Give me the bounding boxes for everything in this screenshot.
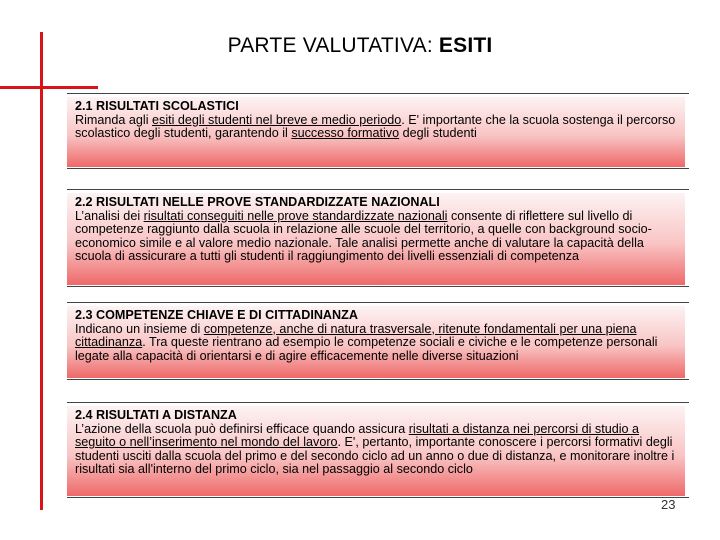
page-number: 23	[661, 497, 676, 512]
slide-title	[100, 34, 620, 58]
section-heading: 2.1 RISULTATI SCOLASTICI	[75, 99, 239, 113]
section-heading: 2.4 RISULTATI A DISTANZA	[75, 408, 237, 422]
section-text	[75, 322, 657, 363]
section-heading: 2.3 COMPETENZE CHIAVE E DI CITTADINANZA	[75, 308, 358, 322]
text-segment: Rimanda agli	[75, 112, 153, 127]
slide-title-bold: ESITI	[438, 34, 493, 57]
text-segment: degli studenti	[399, 126, 477, 141]
text-segment: . Tra queste rientrano ad esempio le competenze sociali e civiche e le competenze personali legate alla capacità di orientarsi e di agire efficacemente nelle diverse situazioni	[75, 335, 658, 363]
text-segment: . E' importante che la scuola sostenga il percorso scolastico degli studenti, garantendo il	[75, 112, 676, 141]
underlined-term: risultati a distanza nei percorsi di studio a seguito o nell’inserimento nel mondo del lavoro	[75, 421, 640, 450]
underlined-term: successo formativo	[291, 126, 400, 141]
slide-title-prefix: PARTE VALUTATIVA:	[227, 34, 439, 57]
text-segment: . E', pertanto, importante conoscere i percorsi formativi degli studenti usciti dalla scuola del primo e del secondo ciclo ad un anno o due di distanza, e monitorare inoltre i risultati sia all'interno del primo ciclo, sia nel passaggio al secondo ciclo	[75, 435, 675, 477]
text-segment: Indicano un insieme di	[75, 321, 204, 336]
underlined-term: risultati conseguiti nelle prove standardizzate nazionali	[143, 208, 448, 223]
section-risultati-a-distanza	[67, 406, 685, 496]
section-text	[75, 422, 674, 477]
section-competenze-chiave	[67, 306, 685, 378]
text-segment: consente di riflettere sul livello di competenze raggiunto dalla scuola in relazione alle scuole del territorio, a quelle con background socio-economico simile e al valore medio nazionale. Tale analisi permette anche di valutare la capacità della scuola di assicurare a tutti gli studenti il raggiungimento dei livelli essenziali di competenza	[75, 208, 652, 264]
section-text	[75, 113, 675, 141]
section-risultati-scolastici	[67, 97, 685, 167]
section-text	[75, 209, 652, 264]
section-heading: 2.2 RISULTATI NELLE PROVE STANDARDIZZATE NAZIONALI	[75, 195, 440, 209]
underlined-term: competenze, anche di natura trasversale, ritenute fondamentali per una piena cittadinanza	[75, 321, 637, 350]
red-vertical-rule	[40, 32, 43, 510]
text-segment: L’azione della scuola può definirsi efficace quando assicura	[75, 421, 409, 436]
section-prove-standardizzate	[67, 193, 685, 285]
red-horizontal-rule	[0, 86, 98, 89]
text-segment: L’analisi dei	[75, 208, 144, 223]
underlined-term: esiti degli studenti nel breve e medio periodo	[152, 112, 402, 127]
